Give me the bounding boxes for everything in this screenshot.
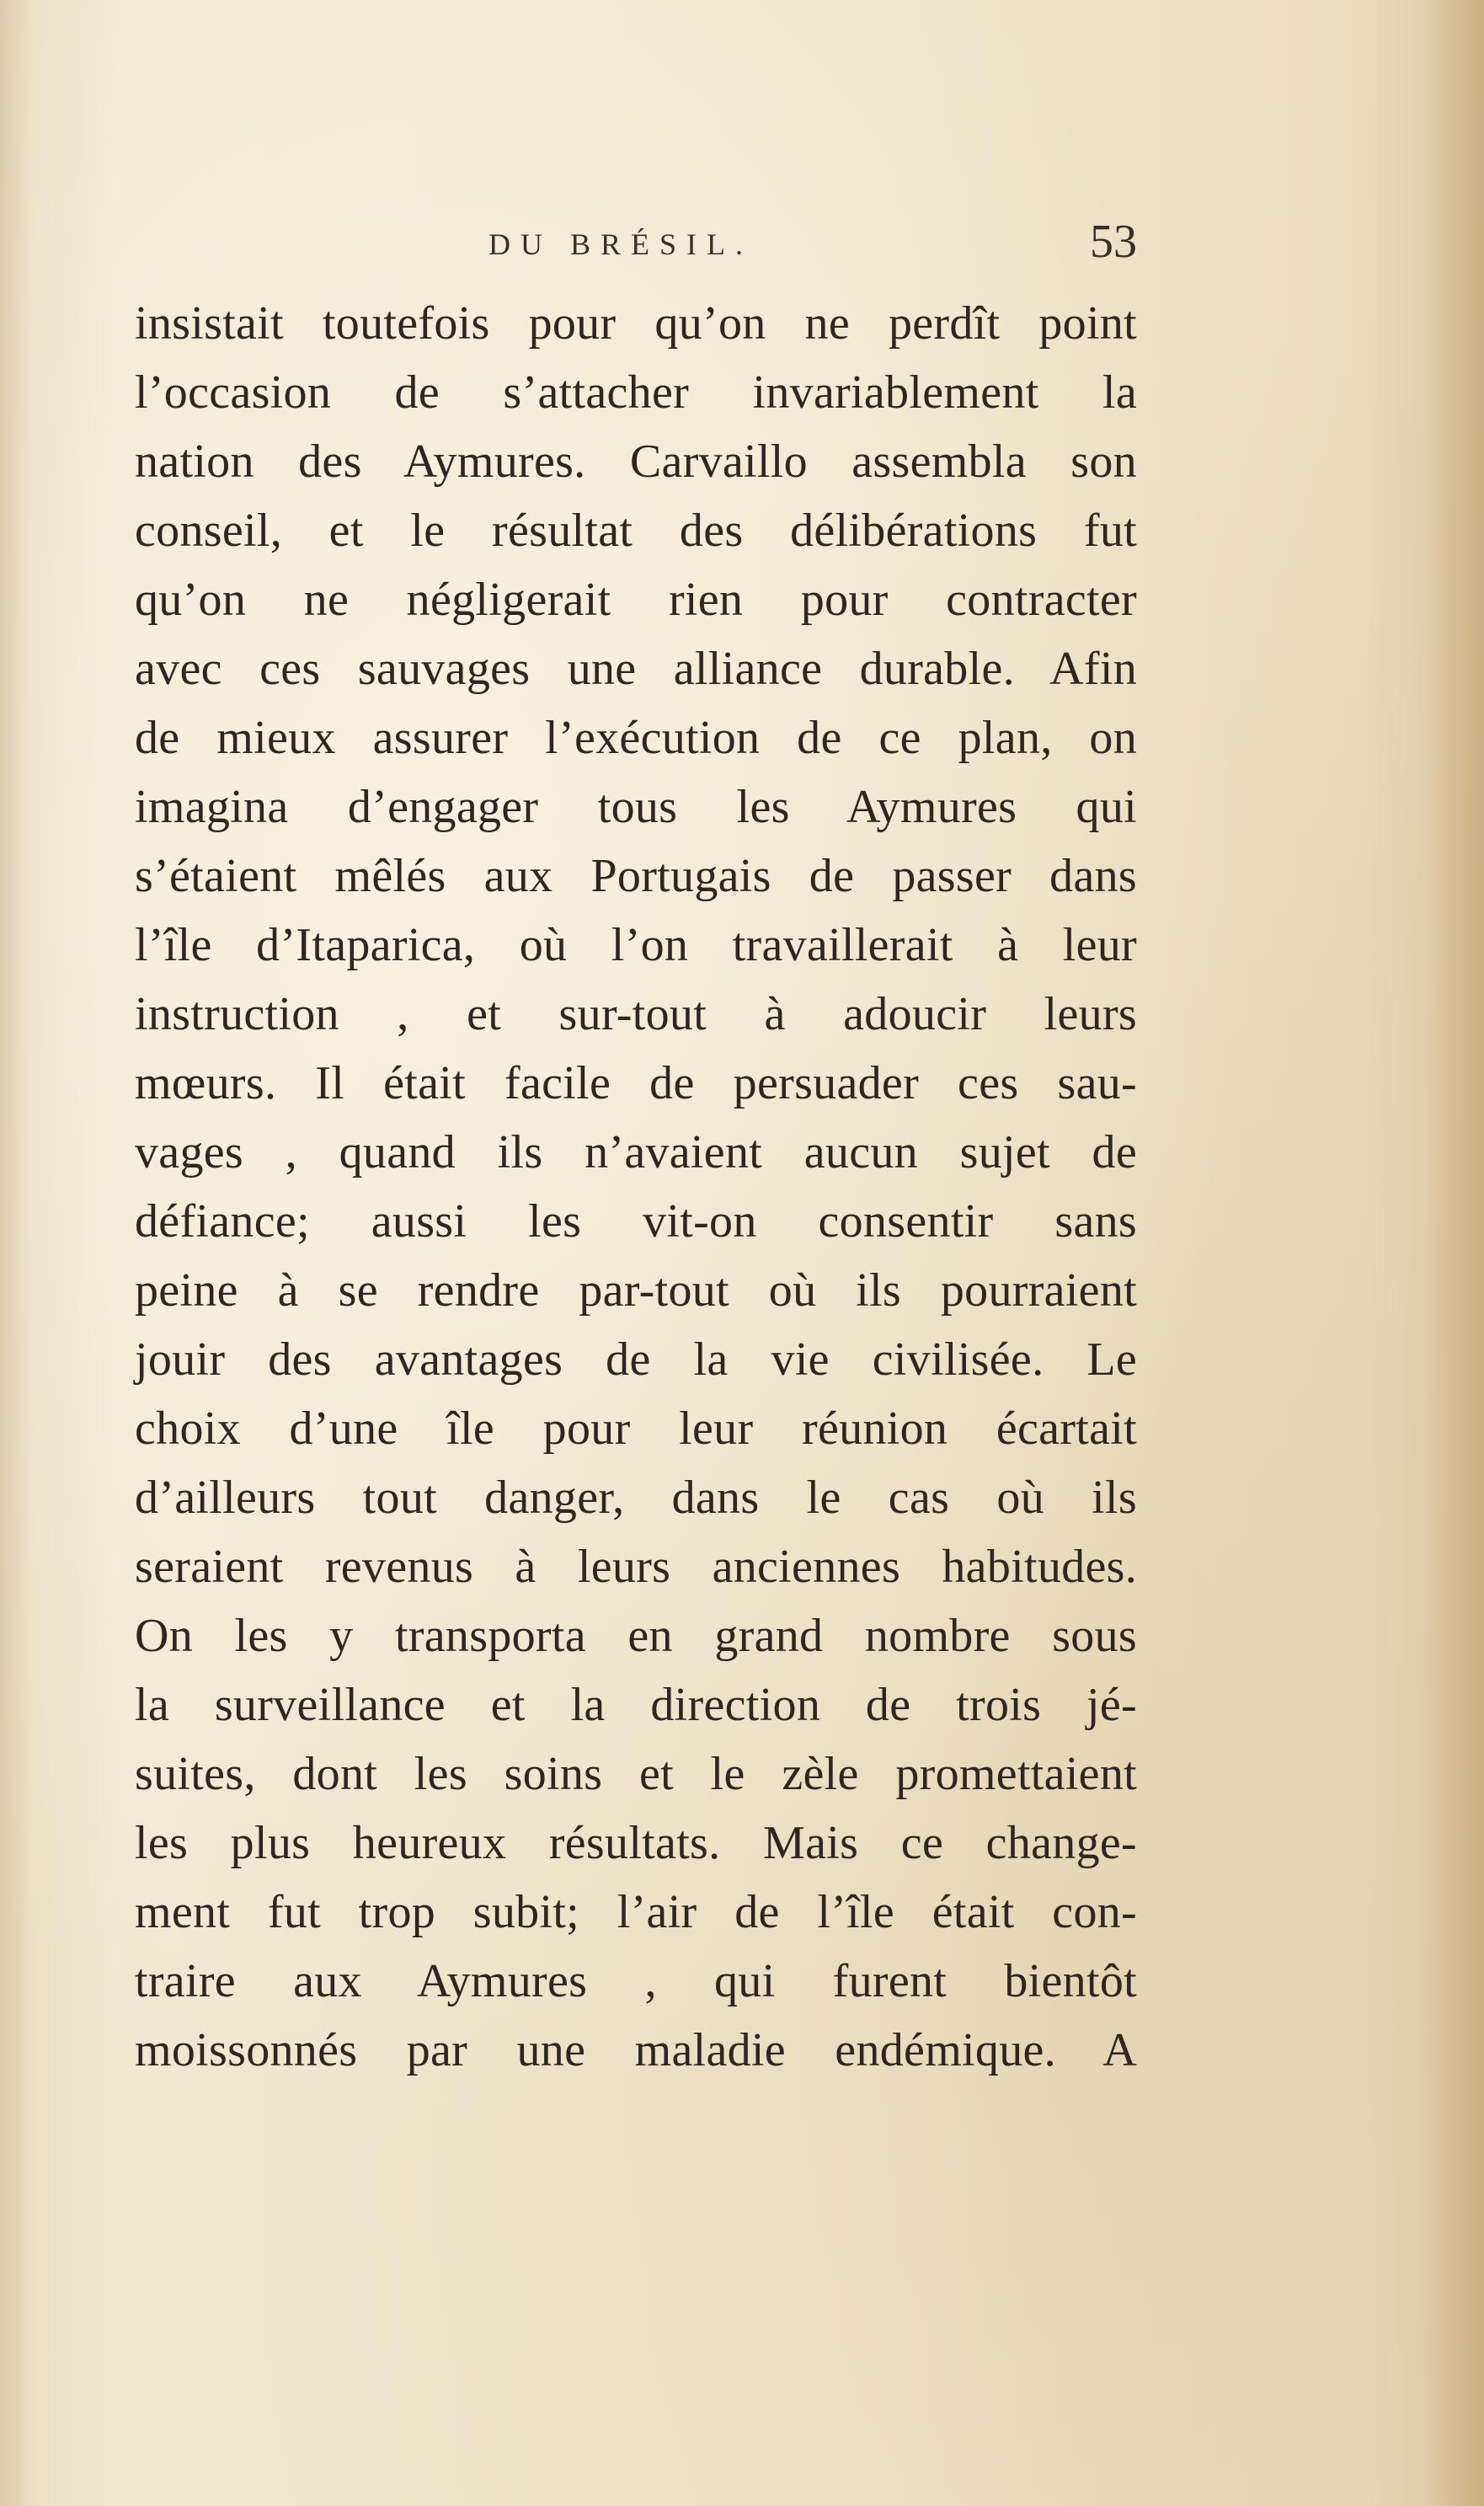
- text-line: de mieux assurer l’exécution de ce plan, on: [135, 712, 1137, 764]
- text-line: nation des Aymures. Carvaillo assembla son: [135, 435, 1137, 488]
- text-line: conseil, et le résultat des délibérations fut: [135, 505, 1137, 557]
- page-edge-right: [1425, 0, 1484, 2506]
- text-line: On les y transporta en grand nombre sous: [135, 1610, 1137, 1662]
- text-line: avec ces sauvages une alliance durable. Afin: [135, 643, 1137, 695]
- text-line: instruction , et sur-tout à adoucir leurs: [135, 988, 1137, 1040]
- text-line: ment fut trop subit; l’air de l’île était con-: [135, 1886, 1137, 1938]
- text-line: choix d’une île pour leur réunion écartait: [135, 1403, 1137, 1455]
- page-shadow-left: [0, 0, 34, 2506]
- text-line: insistait toutefois pour qu’on ne perdît point: [135, 297, 1137, 350]
- text-line: mœurs. Il était facile de persuader ces sau-: [135, 1057, 1137, 1109]
- running-head-title: DU BRÉSIL.: [488, 227, 754, 261]
- text-line: suites, dont les soins et le zèle promettaient: [135, 1748, 1137, 1800]
- text-line: jouir des avantages de la vie civilisée. Le: [135, 1333, 1137, 1386]
- text-line: la surveillance et la direction de trois jé-: [135, 1679, 1137, 1731]
- text-line: seraient revenus à leurs anciennes habitudes.: [135, 1541, 1137, 1593]
- body-text: [135, 289, 1137, 2085]
- page-number: 53: [1090, 216, 1137, 268]
- text-line: les plus heureux résultats. Mais ce change-: [135, 1817, 1137, 1869]
- running-head: [135, 215, 1137, 274]
- text-line: qu’on ne négligerait rien pour contracter: [135, 574, 1137, 626]
- text-line: peine à se rendre par-tout où ils pourraient: [135, 1264, 1137, 1317]
- text-line: s’étaient mêlés aux Portugais de passer dans: [135, 850, 1137, 902]
- text-line: l’île d’Itaparica, où l’on travaillerait à leur: [135, 919, 1137, 971]
- text-line: d’ailleurs tout danger, dans le cas où ils: [135, 1472, 1137, 1524]
- text-line: l’occasion de s’attacher invariablement la: [135, 366, 1137, 419]
- text-line: défiance; aussi les vit-on consentir sans: [135, 1195, 1137, 1248]
- text-line: vages , quand ils n’avaient aucun sujet de: [135, 1126, 1137, 1178]
- text-line: imagina d’engager tous les Aymures qui: [135, 781, 1137, 833]
- text-line: moissonnés par une maladie endémique. A: [135, 2024, 1137, 2076]
- text-line: traire aux Aymures , qui furent bientôt: [135, 1955, 1137, 2007]
